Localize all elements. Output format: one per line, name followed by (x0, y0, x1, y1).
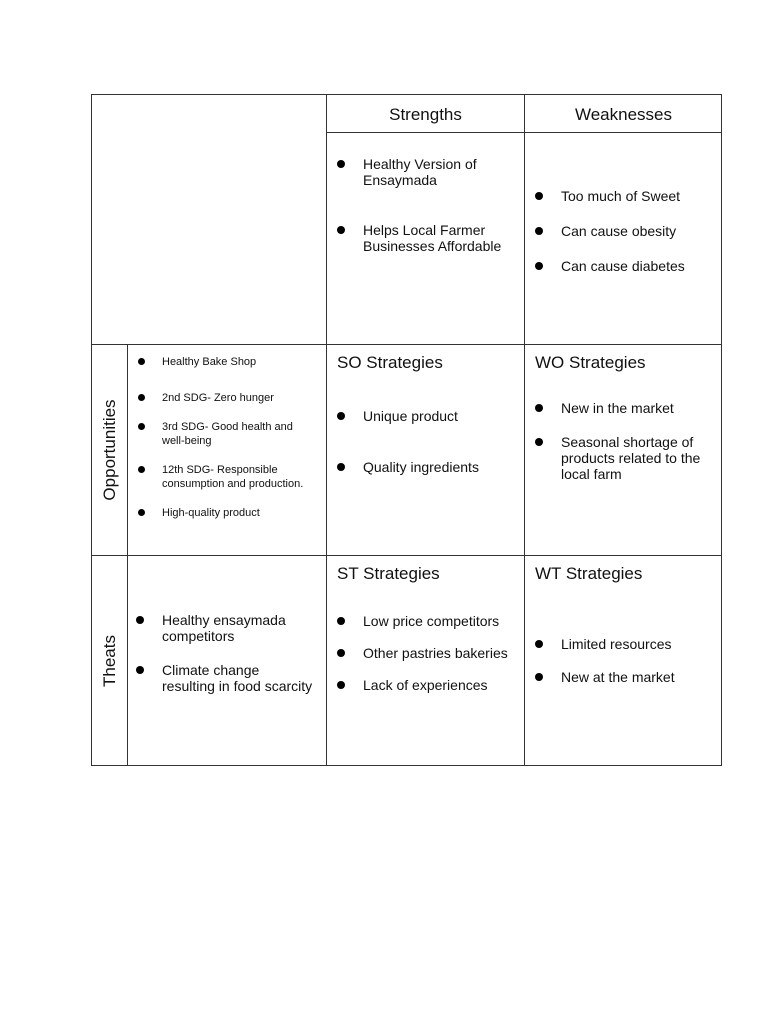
wo-strategies-list (535, 400, 715, 482)
list-item: Seasonal shortage of products related to the local farm (535, 434, 715, 482)
list-item: Helps Local Farmer Businesses Affordable (337, 222, 517, 254)
list-item: Low price competitors (337, 613, 517, 629)
strengths-cell (327, 133, 524, 344)
list-item: Can cause diabetes (535, 258, 715, 274)
wo-strategies-title: WO Strategies (535, 353, 646, 372)
so-strategies-list (337, 408, 517, 475)
list-item: Quality ingredients (337, 459, 517, 475)
list-item: 12th SDG- Responsible consumption and production. (136, 463, 316, 491)
list-item: New in the market (535, 400, 715, 416)
st-strategies-title: ST Strategies (337, 564, 440, 583)
list-item: New at the market (535, 669, 715, 685)
so-strategies-title: SO Strategies (337, 353, 443, 372)
list-item: Healthy ensaymada competitors (136, 612, 316, 644)
weaknesses-header-cell (525, 95, 722, 132)
list-item: Healthy Bake Shop (136, 355, 316, 369)
strengths-list (337, 156, 517, 254)
st-strategies-cell (327, 556, 524, 765)
weaknesses-header: Weaknesses (574, 105, 672, 124)
threats-label-cell (92, 556, 127, 765)
weaknesses-cell (525, 133, 722, 344)
list-item: 2nd SDG- Zero hunger (136, 391, 316, 405)
weaknesses-list (535, 188, 715, 274)
strengths-header: Strengths (389, 105, 462, 124)
list-item: High-quality product (136, 506, 316, 520)
list-item: Too much of Sweet (535, 188, 715, 204)
threats-cell (128, 556, 326, 765)
tows-matrix-table (91, 94, 722, 766)
opportunities-label-cell (92, 345, 127, 555)
opportunities-label: Opportunities (100, 399, 119, 501)
list-item: Climate change resulting in food scarcity (136, 662, 316, 694)
list-item: Lack of experiences (337, 677, 517, 693)
threats-label: Theats (100, 635, 119, 687)
opportunities-list (136, 355, 316, 520)
opportunities-cell (128, 345, 326, 555)
list-item: 3rd SDG- Good health and well-being (136, 420, 316, 448)
list-item: Can cause obesity (535, 223, 715, 239)
wt-strategies-list (535, 636, 715, 685)
threats-list (136, 612, 316, 694)
wt-strategies-cell (525, 556, 722, 765)
list-item: Unique product (337, 408, 517, 424)
so-strategies-cell (327, 345, 524, 555)
st-strategies-list (337, 613, 517, 693)
list-item: Other pastries bakeries (337, 645, 517, 661)
wo-strategies-cell (525, 345, 722, 555)
strengths-header-cell (327, 95, 524, 132)
list-item: Limited resources (535, 636, 715, 652)
wt-strategies-title: WT Strategies (535, 564, 643, 583)
list-item: Healthy Version of Ensaymada (337, 156, 517, 188)
